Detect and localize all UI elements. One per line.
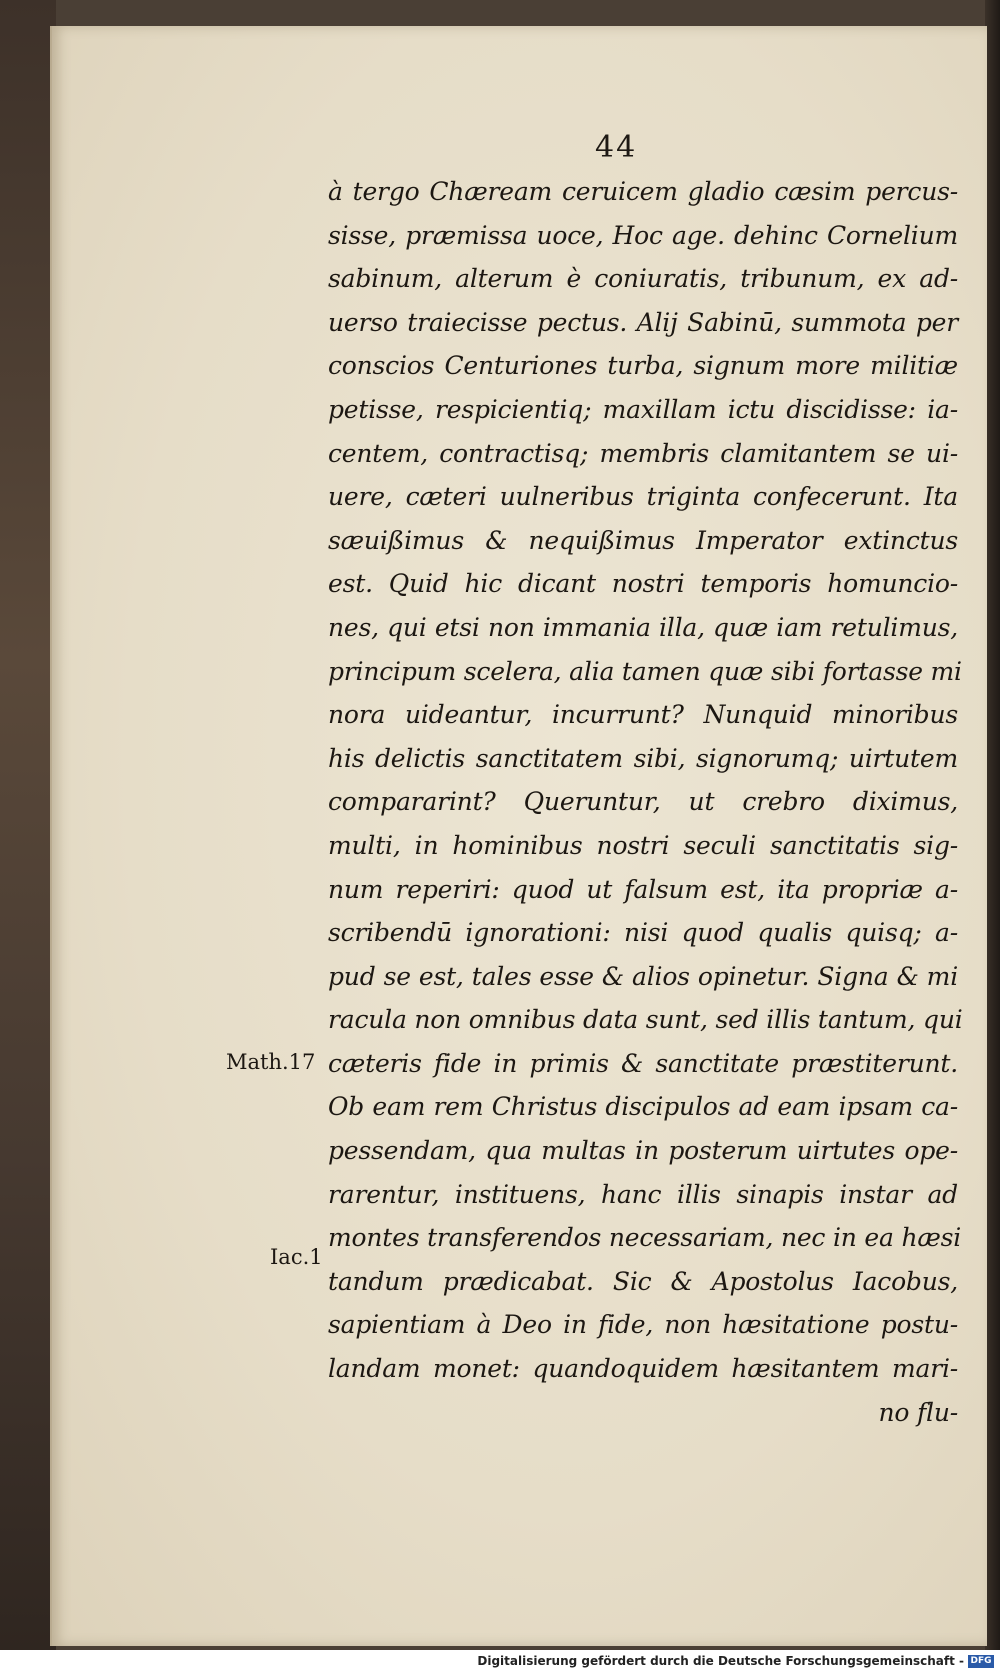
text-line: pud se est, tales esse & alios opinetur. Signa & mi [328, 961, 958, 991]
text-line: num reperiri: quod ut falsum est, ita propriæ a- [328, 874, 958, 904]
margin-note-math: Math.17 [226, 1050, 316, 1074]
text-line: sisse, præmissa uoce, Hoc age. dehinc Cornelium [328, 220, 958, 250]
text-line: nora uideantur, incurrunt? Nunquid minoribus [328, 700, 958, 730]
text-line: principum scelera, alia tamen quæ sibi fortasse mi [328, 656, 962, 686]
text-line: pessendam, qua multas in posterum uirtutes ope- [328, 1136, 958, 1166]
text-line: multi, in hominibus nostri seculi sanctitatis sig- [328, 830, 958, 860]
text-line: racula non omnibus data sunt, sed illis tantum, qui [328, 1005, 963, 1035]
text-line: tandum prædicabat. Sic & Apostolus Iacobus, [328, 1266, 958, 1296]
text-line: rarentur, instituens, hanc illis sinapis instar ad [328, 1179, 958, 1209]
text-line: montes transferendos necessariam, nec in ea hæsi [328, 1223, 962, 1253]
text-line: conscios Centuriones turba, signum more militiæ [328, 351, 958, 381]
text-line: à tergo Chæream ceruicem gladio cæsim percus- [328, 177, 958, 206]
text-line: sapientiam à Deo in fide, non hæsitatione postu- [328, 1310, 958, 1340]
text-line: his delictis sanctitatem sibi, signorumq; uirtutem [328, 743, 958, 773]
text-line: uerso traiecisse pectus. Alij Sabinū, summota per [328, 307, 958, 337]
text-line: Ob eam rem Christus discipulos ad eam ipsam ca- [328, 1092, 958, 1122]
body-text [328, 170, 963, 1434]
text-line: compararint? Queruntur, ut crebro diximus, [328, 787, 958, 817]
text-line: sæuißimus & nequißimus Imperator extinctus [328, 525, 958, 555]
text-line: sabinum, alterum è coniuratis, tribunum, ex ad- [328, 264, 958, 294]
footer-credit: Digitalisierung gefördert durch die Deutsche Forschungsgemeinschaft - [477, 1654, 964, 1668]
text-line: cæteris fide in primis & sanctitate præstiterunt. [328, 1048, 958, 1078]
text-line: landam monet: quandoquidem hæsitantem mari- [328, 1354, 958, 1384]
text-line: uere, cæteri uulneribus triginta confecerunt. Ita [328, 482, 958, 512]
text-line: petisse, respicientiq; maxillam ictu discidisse: ia- [328, 394, 958, 424]
text-line: nes, qui etsi non immania illa, quæ iam retulimus, [328, 612, 958, 642]
book-binding-edge [0, 0, 56, 1650]
dfg-logo: DFG [968, 1655, 994, 1668]
text-line: scribendū ignorationi: nisi quod qualis quisq; a- [328, 918, 958, 948]
footer-bar [0, 1650, 1000, 1674]
margin-note-iac: Iac.1 [270, 1245, 323, 1269]
right-scan-edge [985, 0, 1000, 1650]
catchword: no flu- [878, 1397, 958, 1427]
text-line: est. Quid hic dicant nostri temporis homuncio- [328, 569, 958, 599]
page-number: 44 [595, 130, 638, 165]
text-line: centem, contractisq; membris clamitantem se ui- [328, 438, 958, 468]
